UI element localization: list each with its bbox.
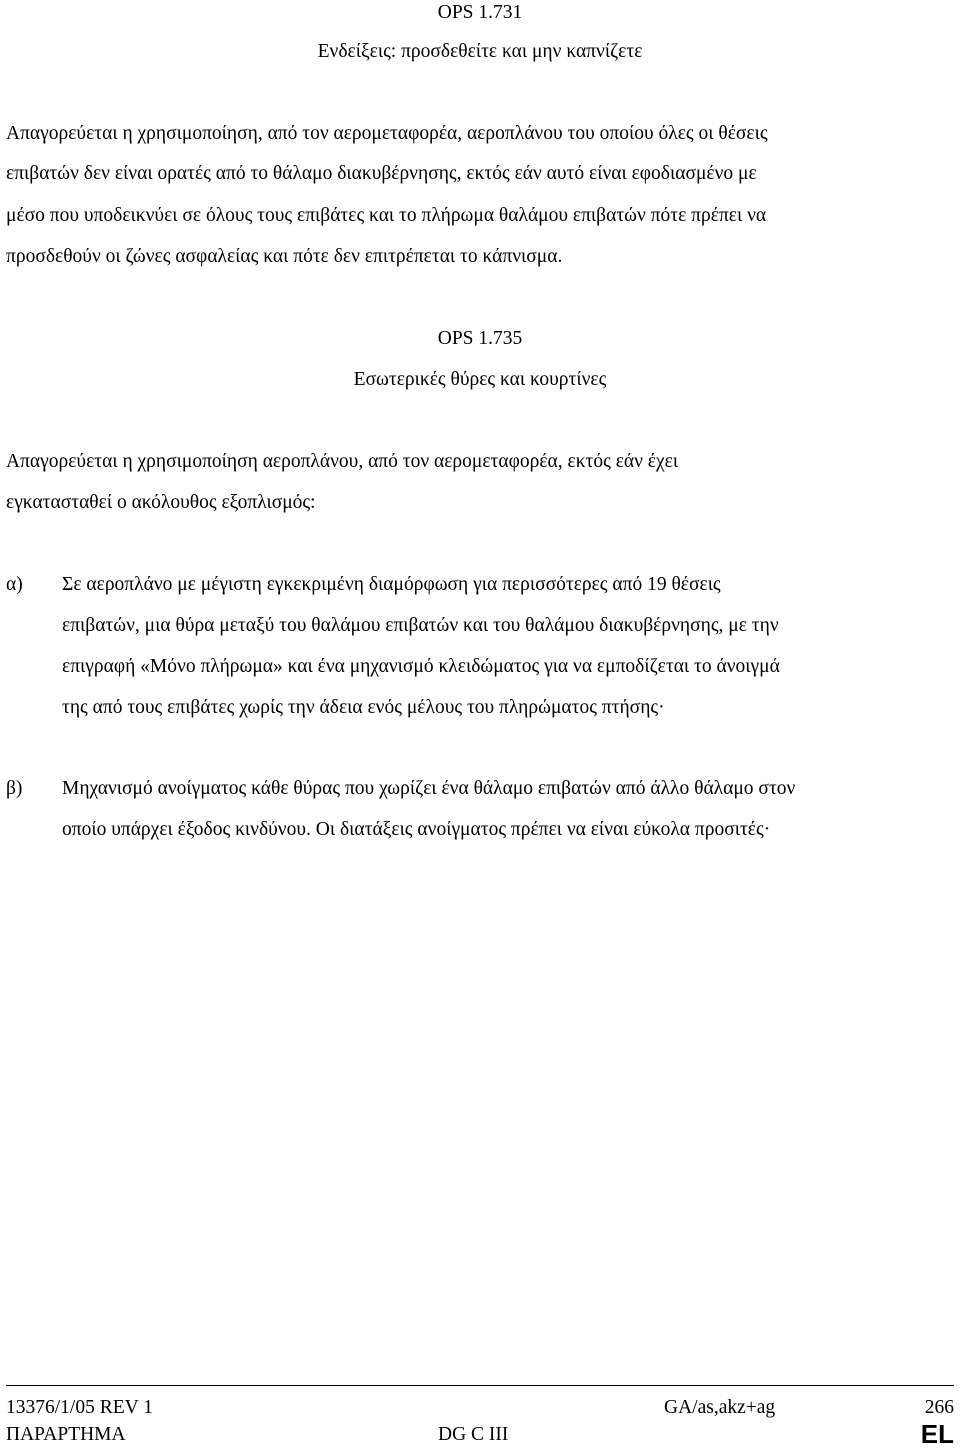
section-heading-ops-1731: OPS 1.731 <box>437 2 523 23</box>
list-item-line: Μηχανισμό ανοίγματος κάθε θύρας που χωρίζει ένα θάλαμο επιβατών από άλλο θάλαμο στον <box>62 778 796 799</box>
footer-dg: DG C III <box>438 1424 509 1445</box>
footer-annex: ΠΑΡΑΡΤΗΜΑ <box>6 1424 126 1445</box>
paragraph-line: προσδεθούν οι ζώνες ασφαλείας και πότε δεν επιτρέπεται το κάπνισμα. <box>6 246 563 267</box>
paragraph-line: Απαγορεύεται η χρησιμοποίηση αεροπλάνου, από τον αερομεταφορέα, εκτός εάν έχει <box>6 451 679 472</box>
footer-language-code: EL <box>920 1419 954 1449</box>
paragraph-line: Απαγορεύεται η χρησιμοποίηση, από τον αερομεταφορέα, αεροπλάνου του οποίου όλες οι θέσεις <box>6 123 768 144</box>
footer-initials: GA/as,akz+ag <box>664 1397 776 1418</box>
paragraph-line: επιβατών δεν είναι ορατές από το θάλαμο διακυβέρνησης, εκτός εάν αυτό είναι εφοδιασμένο με <box>6 163 757 184</box>
list-marker-b: β) <box>6 778 23 799</box>
section-title-signs: Ενδείξεις: προσδεθείτε και μην καπνίζετε <box>317 41 643 62</box>
section-heading-ops-1735: OPS 1.735 <box>437 328 523 349</box>
section-title-doors: Εσωτερικές θύρες και κουρτίνες <box>353 369 607 390</box>
paragraph-line: μέσο που υποδεικνύει σε όλους τους επιβάτες και το πλήρωμα θαλάμου επιβατών πότε πρέπει να <box>6 205 767 226</box>
footer-divider <box>6 1385 954 1386</box>
list-marker-a: α) <box>6 574 23 595</box>
list-item-line: Σε αεροπλάνο με μέγιστη εγκεκριμένη διαμόρφωση για περισσότερες από 19 θέσεις <box>62 574 721 595</box>
paragraph-line: εγκατασταθεί ο ακόλουθος εξοπλισμός: <box>6 492 316 513</box>
list-item-line: επιγραφή «Μόνο πλήρωμα» και ένα μηχανισμό κλειδώματος για να εμποδίζεται το άνοιγμά <box>62 656 780 677</box>
list-item-line: οποίο υπάρχει έξοδος κινδύνου. Οι διατάξεις ανοίγματος πρέπει να είναι εύκολα προσιτές· <box>62 819 771 840</box>
list-item-line: της από τους επιβάτες χωρίς την άδεια ενός μέλους του πληρώματος πτήσης· <box>62 697 665 718</box>
footer-doc-ref: 13376/1/05 REV 1 <box>6 1397 153 1418</box>
footer-page-number: 266 <box>924 1397 954 1418</box>
list-item-line: επιβατών, μια θύρα μεταξύ του θαλάμου επιβατών και του θαλάμου διακυβέρνησης, με την <box>62 615 779 636</box>
